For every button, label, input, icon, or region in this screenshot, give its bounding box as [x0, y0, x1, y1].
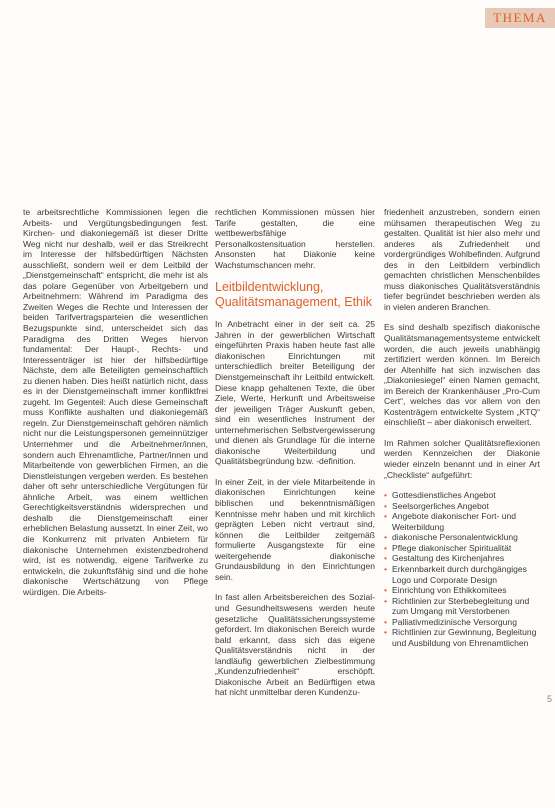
page-number: 5: [546, 694, 552, 704]
column-3: [384, 207, 540, 648]
list-item: • Erkennbarkeit durch durchgängiges Logo und Corporate Design: [384, 564, 540, 585]
list-item: • Pflege diakonischer Spiritualität: [384, 543, 540, 554]
column-1: [23, 207, 208, 607]
paragraph: rechtlichen Kommissionen müssen hier Tarife gestalten, die eine wettbewerbsfähige Personalkostensituation herstellen. Ansonsten hat Diakonie keine Wachstumschancen mehr.: [215, 207, 375, 270]
list-item: • Gottesdienstliches Angebot: [384, 490, 540, 501]
column-2: [215, 207, 375, 708]
section-tab: THEMA: [485, 8, 555, 28]
paragraph: friedenheit anzustreben, sondern einen mühsamen therapeutischen Weg zu gestalten. Qualität ist hier also mehr und anderes als Zufriedenheit und vordergründiges Wohlbefinden. Aufgrund des in den Leitbildern verbindlich gemachten christlichen Menschenbildes muss diakonisches Qualitätsverständnis tiefer begründet beschrieben werden als in vielen anderen Branchen.: [384, 207, 540, 312]
paragraph: In fast allen Arbeitsbereichen des Sozial- und Gesundheitswesens werden heute gesetzliche Qualitätssicherungssysteme gefordert. Im diakonischen Bereich wurde bald erkannt, dass sich das eigene Qualitätsverständnis nicht in der landläufig gewerblichen Zielbestimmung „Kundenzufriedenheit“ erschöpft. Diakonische Arbeit an Bedürftigen etwa hat nicht unmittelbar deren Kundenzu-: [215, 592, 375, 698]
list-item: • Richtlinien zur Gewinnung, Begleitung und Ausbildung von Ehrenamtlichen: [384, 627, 540, 648]
list-item: • Gestaltung des Kirchenjahres: [384, 553, 540, 564]
paragraph: In einer Zeit, in der viele Mitarbeitende in diakonischen Einrichtungen keine biblischen und bekenntnismäßigen Kenntnisse mehr haben und mit kirchlich geprägten Leben nicht vertraut sind, können die Leitbilder zeitgemäß formulierte Ausgangstexte für eine weitergehende diakonische Grundausbildung in den Einrichtungen sein.: [215, 476, 375, 582]
paragraph: te arbeitsrechtliche Kommissionen legen die Arbeits- und Vergütungsbedingungen fest. Kirchen- und diakoniegemäß ist dieser Dritte Weg nicht nur deshalb, weil er das Streikrecht im Interesse der hilfsbedürftigen Nächsten ausschließt, sondern weil er dem Leitbild der „Dienstgemeinschaft“ entspricht, die mehr ist als das polare Gegenüber von Arbeitgebern und Arbeitnehmern: Während im Paradigma des Zweiten Weges die Rechte und Interessen der beiden Tarifvertragsparteien die wesentlichen Bezugspunkte sind, unterscheidet sich das Paradigma des Dritten Weges hiervon fundamental: Der Haupt-, Rechts- und Interessenträger ist hier der hilfsbedürftige Nächste, dem alle Beteiligten gemeinschaftlich zu dienen haben. Dies heißt natürlich nicht, dass es in der Dienstgemeinschaft immer konfliktfrei zugeht. Im Gegenteil: Auch diese Gemeinschaft muss Konflikte aushalten und diakoniegemäß regeln. Zur Dienstgemeinschaft gehören nämlich nicht nur die Leistungspersonen gemeinnütziger Unternehmer und die Arbeitnehmer/innen, sondern auch Ehrenamtliche, Partner/innen und Mitarbeitende von gewerblichen Firmen, an die Dienstleistungen vergeben werden. Es bestehen daher oft sehr unterschiedliche Vergütungen für ähnliche Arbeit, was einem weltlichen Gerechtigkeitsverständnis widersprechen und deshalb die Dienstgemeinschaft einer erheblichen Belastung aussetzt. In einer Zeit, wo die Konkurrenz mit privaten Anbietern für diakonische Unternehmen existenzbedrohend wird, ist es notwendig, eigene Tarifwerke zu entwickeln, die zukunftsfähig sind und die hohe diakonische Wertschätzung von Pflege würdigen. Die Arbeits-: [23, 207, 208, 597]
checklist: [384, 490, 540, 648]
list-item: • Angebote diakonischer Fort- und Weiterbildung: [384, 511, 540, 532]
list-item: • diakonische Personalentwicklung: [384, 532, 540, 543]
paragraph: In Anbetracht einer in der seit ca. 25 Jahren in der gewerblichen Wirtschaft eingeführten Praxis haben heute fast alle diakonischen Einrichtungen mit unterschiedlich breiter Beteiligung der Dienstgemeinschaft ihr Leitbild entwickelt. Diese knapp gehaltenen Texte, die über Ziele, Werte, Herkunft und Arbeitsweise der jeweiligen Träger Auskunft geben, sind ein wesentliches Instrument der unternehmerischen Selbstvergewisserung und dienen als Grundlage für die interne diakonische Weiterbildung und Qualitätsbegründung bzw. -definition.: [215, 319, 375, 467]
list-item: • Seelsorgerliches Angebot: [384, 501, 540, 512]
paragraph: Im Rahmen solcher Qualitätsreflexionen werden Kennzeichen der Diakonie wieder einzeln benannt und in einer Art „Checkliste“ aufgeführt:: [384, 437, 540, 480]
list-item: • Einrichtung von Ethikkomitees: [384, 585, 540, 596]
section-heading: Leitbildentwicklung, Qualitätsmanagement, Ethik: [215, 280, 373, 310]
paragraph: Es sind deshalb spezifisch diakonische Qualitätsmanagementsysteme entwickelt worden, die auch jeweils unabhängig zertifiziert werden können. Im Bereich der Altenhilfe hat sich inzwischen das „Diakoniesiegel“ einen Namen gemacht, im Bereich der Krankenhäuser „Pro-Cum Cert“, welches das vor allem von den Kostenträgern entwickelte System „KTQ“ einschließt – aber diakonisch erweitert.: [384, 322, 540, 428]
list-item: • Palliativmedizinische Versorgung: [384, 617, 540, 628]
list-item: • Richtlinien zur Sterbebegleitung und zum Umgang mit Verstorbenen: [384, 596, 540, 617]
